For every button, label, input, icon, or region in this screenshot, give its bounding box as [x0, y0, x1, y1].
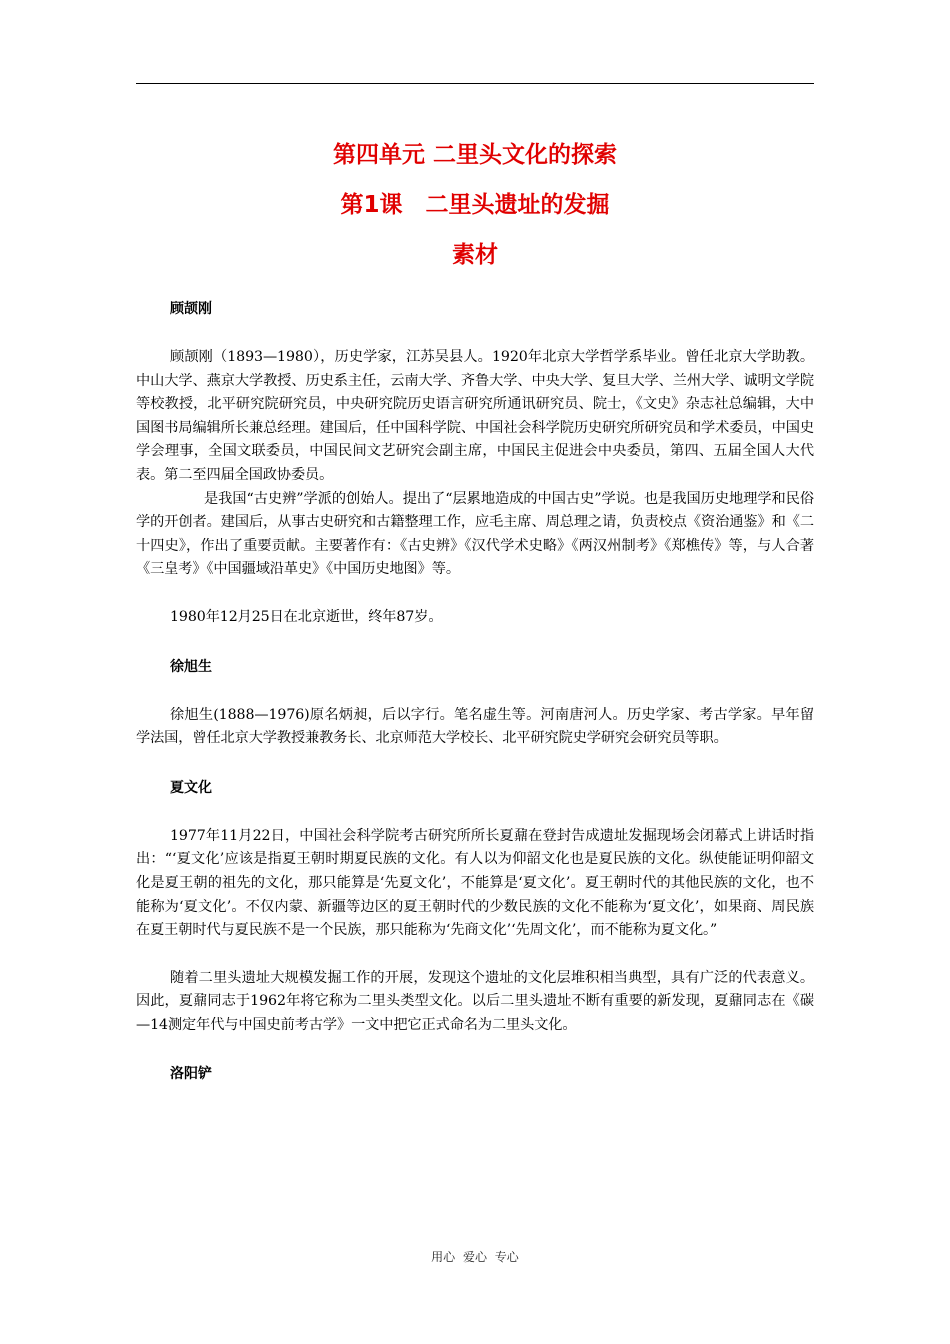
document-body [136, 296, 814, 1111]
lesson-title: 第1课 二里头遗址的发掘 [340, 192, 610, 218]
header-rule [136, 83, 814, 84]
paragraph: 随着二里头遗址大规模发掘工作的开展，发现这个遗址的文化层堆积相当典型，具有广泛的代表意义。因此，夏鼐同志于1962年将它称为二里头类型文化。以后二里头遗址不断有重要的新发现，夏鼐同志在《碳—14测定年代与中国史前考古学》一文中把它正式命名为二里头文化。 [136, 969, 814, 1033]
paragraph: 1980年12月25日在北京逝世，终年87岁。 [170, 608, 443, 625]
section-heading-xu-xusheng: 徐旭生 [170, 658, 212, 675]
section-heading-xia-culture: 夏文化 [170, 779, 212, 796]
unit-title: 第四单元 二里头文化的探索 [332, 142, 617, 168]
paragraph: 徐旭生(1888—1976)原名炳昶，后以字行。笔名虚生等。河南唐河人。历史学家、考古学家。早年留学法国，曾任北京大学教授兼教务长、北京师范大学校长、北平研究院史学研究会研究员等职。 [136, 706, 814, 747]
section-heading-gu-jiegang: 顾颉刚 [170, 301, 212, 317]
page-footer: 用心 爱心 专心 [431, 1250, 519, 1264]
paragraph: 是我国“古史辨”学派的创始人。提出了“层累地造成的中国古史”学说。也是我国历史地理学和民俗学的开创者。建国后，从事古史研究和古籍整理工作，应毛主席、周总理之请，负责校点《资治通鉴》和《二十四史》，作出了重要贡献。主要著作有：《古史辨》《汉代学术史略》《两汉州制考》《郑樵传》等，与人合著《三皇考》《中国疆域沿革史》《中国历史地图》等。 [136, 490, 814, 578]
paragraph: 1977年11月22日，中国社会科学院考古研究所所长夏鼐在登封告成遗址发掘现场会闭幕式上讲话时指出：“‘夏文化’应该是指夏王朝时期夏民族的文化。有人以为仰韶文化也是夏民族的文化。纵使能证明仰韶文化是夏王朝的祖先的文化，那只能算是‘先夏文化’，不能算是‘夏文化’。夏王朝时代的其他民族的文化，也不能称为‘夏文化’。不仅内蒙、新疆等边区的夏王朝时代的少数民族的文化不能称为‘夏文化’，如果商、周民族在夏王朝时代与夏民族不是一个民族，那只能称为‘先商文化’‘先周文化’，而不能称为夏文化。” [136, 827, 814, 939]
title-block [136, 130, 814, 280]
material-title: 素材 [452, 242, 498, 268]
section-heading-luoyang-shovel: 洛阳铲 [170, 1066, 212, 1083]
paragraph: 顾颉刚（1893—1980），历史学家，江苏吴县人。1920年北京大学哲学系毕业。曾任北京大学助教。中山大学、燕京大学教授、历史系主任，云南大学、齐鲁大学、中央大学、复旦大学、兰州大学、诚明文学院等校教授，北平研究院研究员，中央研究院历史语言研究所通讯研究员、院士，《文史》杂志社总编辑，大中国图书局编辑所长兼总经理。建国后，任中国科学院、中国社会科学院历史研究所研究员和学术委员，中国史学会理事，全国文联委员，中国民间文艺研究会副主席，中国民主促进会中央委员，第四、五届全国人大代表。第二至四届全国政协委员。 [136, 349, 814, 483]
